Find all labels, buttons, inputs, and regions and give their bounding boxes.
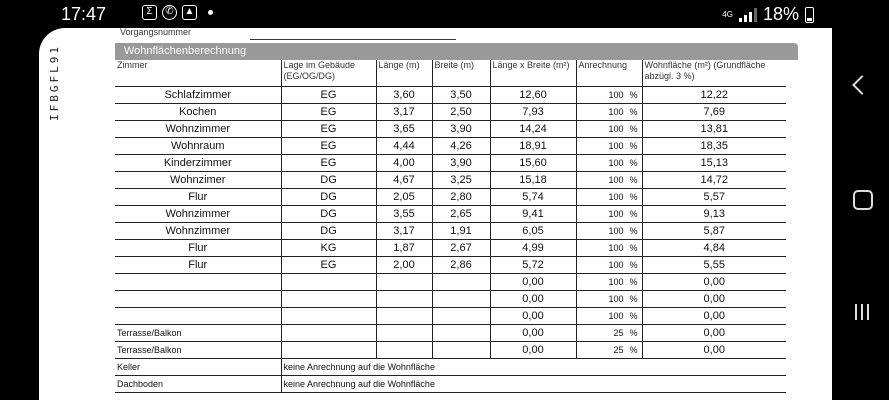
- cell-anrechnung: [576, 189, 642, 206]
- percent-sign: %: [629, 276, 638, 287]
- cell-laenge: [376, 291, 432, 308]
- cell-laenge: 4,00: [376, 155, 432, 172]
- cell-laenge: [376, 274, 432, 291]
- cell-wohnflaeche: 15,13: [642, 155, 786, 172]
- cell-breite: 4,26: [432, 138, 490, 155]
- cell-breite: 2,50: [432, 104, 490, 121]
- anrechnung-value: [579, 139, 640, 154]
- cell-anrechnung: [576, 342, 642, 359]
- table-row: [115, 223, 786, 240]
- cell-breite: [432, 325, 490, 342]
- cell-laenge: 3,60: [376, 87, 432, 104]
- cell-wohnflaeche: 0,00: [642, 308, 786, 325]
- cell-lage: DG: [281, 189, 376, 206]
- anrechnung-percent: 100: [608, 140, 624, 151]
- cell-anrechnung: [576, 87, 642, 104]
- cell-flaeche: 5,72: [490, 257, 576, 274]
- anrechnung-value: [579, 326, 640, 341]
- cell-flaeche: 14,24: [490, 121, 576, 138]
- percent-sign: %: [629, 106, 638, 117]
- cell-laenge: 4,67: [376, 172, 432, 189]
- cell-zimmer: Wohnzimmer: [115, 223, 281, 240]
- network-type: 4G: [722, 9, 733, 19]
- cell-zimmer: Wohnzimer: [115, 172, 281, 189]
- cell-flaeche: 0,00: [490, 342, 576, 359]
- side-code: IFBGFL91: [48, 44, 61, 121]
- status-time: 17:47: [61, 4, 107, 24]
- cell-zimmer: Schlafzimmer: [115, 87, 281, 104]
- cell-breite: 3,90: [432, 155, 490, 172]
- cell-laenge: 1,87: [376, 240, 432, 257]
- anrechnung-percent: 100: [608, 208, 624, 219]
- more-notifications-dot: [208, 10, 213, 15]
- table-row: [115, 104, 786, 121]
- cell-anrechnung: [576, 155, 642, 172]
- table-row: [115, 240, 786, 257]
- cell-wohnflaeche: 5,87: [642, 223, 786, 240]
- cell-flaeche: 15,18: [490, 172, 576, 189]
- cell-anrechnung: [576, 223, 642, 240]
- table-row: [115, 87, 786, 104]
- cell-laenge: 3,55: [376, 206, 432, 223]
- percent-sign: %: [629, 140, 638, 151]
- cell-lage: EG: [281, 104, 376, 121]
- cell-breite: [432, 291, 490, 308]
- table-row: [115, 257, 786, 274]
- percent-sign: %: [629, 344, 638, 355]
- cell-anrechnung: [576, 206, 642, 223]
- cell-laenge: 3,65: [376, 121, 432, 138]
- cell-breite: 1,91: [432, 223, 490, 240]
- cell-breite: 3,25: [432, 172, 490, 189]
- cell-breite: 2,86: [432, 257, 490, 274]
- cell-wohnflaeche: 0,00: [642, 325, 786, 342]
- cell-lage: EG: [281, 121, 376, 138]
- note-label: Dachboden: [115, 376, 281, 393]
- recent-apps-icon[interactable]: [855, 304, 869, 320]
- note-row: [115, 359, 786, 376]
- note-label: Keller: [115, 359, 281, 376]
- cell-wohnflaeche: 9,13: [642, 206, 786, 223]
- anrechnung-value: [579, 275, 640, 290]
- cell-breite: [432, 308, 490, 325]
- cell-zimmer: Wohnraum: [115, 138, 281, 155]
- cell-flaeche: 0,00: [490, 291, 576, 308]
- percent-sign: %: [629, 89, 638, 100]
- anrechnung-percent: 100: [608, 276, 624, 287]
- anrechnung-percent: 100: [608, 157, 624, 168]
- percent-sign: %: [629, 157, 638, 168]
- anrechnung-value: [579, 88, 640, 103]
- cell-flaeche: 7,93: [490, 104, 576, 121]
- cell-anrechnung: [576, 172, 642, 189]
- anrechnung-value: [579, 241, 640, 256]
- cell-wohnflaeche: 0,00: [642, 342, 786, 359]
- cell-anrechnung: [576, 121, 642, 138]
- cell-laenge: [376, 325, 432, 342]
- cell-zimmer: [115, 274, 281, 291]
- cell-laenge: [376, 308, 432, 325]
- cell-laenge: 2,05: [376, 189, 432, 206]
- anrechnung-percent: 100: [608, 310, 624, 321]
- anrechnung-value: [579, 207, 640, 222]
- cell-laenge: 3,17: [376, 104, 432, 121]
- anrechnung-percent: 100: [608, 191, 624, 202]
- table-row: [115, 291, 786, 308]
- status-right: [722, 4, 814, 25]
- table-row: [115, 121, 786, 138]
- col-zimmer: Zimmer: [115, 60, 281, 87]
- anrechnung-value: [579, 122, 640, 137]
- note-text: keine Anrechnung auf die Wohnfläche: [281, 359, 786, 376]
- cell-flaeche: 6,05: [490, 223, 576, 240]
- battery-icon: [805, 7, 814, 23]
- anrechnung-value: [579, 224, 640, 239]
- cell-zimmer: Flur: [115, 240, 281, 257]
- anrechnung-value: [579, 105, 640, 120]
- cell-breite: 2,80: [432, 189, 490, 206]
- cell-flaeche: 0,00: [490, 274, 576, 291]
- cell-wohnflaeche: 12,22: [642, 87, 786, 104]
- percent-sign: %: [629, 242, 638, 253]
- anrechnung-percent: 100: [608, 259, 624, 270]
- cell-lage: [281, 342, 376, 359]
- cell-flaeche: 5,74: [490, 189, 576, 206]
- cell-breite: [432, 274, 490, 291]
- table-row: [115, 138, 786, 155]
- cell-lage: EG: [281, 87, 376, 104]
- cell-zimmer: Terrasse/Balkon: [115, 342, 281, 359]
- cell-flaeche: 4,99: [490, 240, 576, 257]
- cell-zimmer: Wohnzimmer: [115, 121, 281, 138]
- table-row: [115, 308, 786, 325]
- anrechnung-value: [579, 190, 640, 205]
- left-edge: [0, 28, 39, 400]
- anrechnung-percent: 100: [608, 293, 624, 304]
- cell-lage: [281, 274, 376, 291]
- cell-lage: EG: [281, 257, 376, 274]
- cell-anrechnung: [576, 325, 642, 342]
- cell-laenge: 3,17: [376, 223, 432, 240]
- col-breite: Breite (m): [432, 60, 490, 87]
- table-row: [115, 274, 786, 291]
- percent-sign: %: [629, 174, 638, 185]
- cell-lage: EG: [281, 155, 376, 172]
- cell-zimmer: Kinderzimmer: [115, 155, 281, 172]
- note-text: keine Anrechnung auf die Wohnfläche: [281, 376, 786, 393]
- cell-lage: DG: [281, 206, 376, 223]
- percent-sign: %: [629, 310, 638, 321]
- percent-sign: %: [629, 259, 638, 270]
- cell-wohnflaeche: 14,72: [642, 172, 786, 189]
- cell-wohnflaeche: 0,00: [642, 291, 786, 308]
- cell-lage: DG: [281, 223, 376, 240]
- cell-anrechnung: [576, 308, 642, 325]
- table-row: [115, 155, 786, 172]
- battery-percent: 18%: [762, 4, 799, 24]
- percent-sign: %: [629, 123, 638, 134]
- cell-zimmer: [115, 308, 281, 325]
- cell-wohnflaeche: 7,69: [642, 104, 786, 121]
- image-icon: ▲: [182, 5, 197, 20]
- cell-anrechnung: [576, 291, 642, 308]
- anrechnung-value: [579, 173, 640, 188]
- anrechnung-percent: 100: [608, 123, 624, 134]
- cell-breite: 2,65: [432, 206, 490, 223]
- cell-breite: [432, 342, 490, 359]
- table-row: [115, 206, 786, 223]
- table-header: [115, 60, 786, 87]
- cell-lage: EG: [281, 138, 376, 155]
- wohnflaechen-table: [115, 60, 786, 393]
- cell-flaeche: 0,00: [490, 325, 576, 342]
- cell-anrechnung: [576, 138, 642, 155]
- cell-zimmer: Kochen: [115, 104, 281, 121]
- cell-zimmer: Flur: [115, 189, 281, 206]
- anrechnung-percent: 100: [608, 174, 624, 185]
- cell-zimmer: Flur: [115, 257, 281, 274]
- cell-wohnflaeche: 13,81: [642, 121, 786, 138]
- anrechnung-value: [579, 309, 640, 324]
- anrechnung-percent: 25: [613, 344, 624, 355]
- cell-laenge: 4,44: [376, 138, 432, 155]
- notification-icons: [142, 5, 213, 20]
- section-title: Wohnflächenberechnung: [115, 43, 798, 60]
- col-lage: Lage im Gebäude (EG/OG/DG): [281, 60, 376, 87]
- anrechnung-percent: 25: [613, 327, 624, 338]
- cell-anrechnung: [576, 274, 642, 291]
- cell-zimmer: Terrasse/Balkon: [115, 325, 281, 342]
- anrechnung-percent: 100: [608, 89, 624, 100]
- whatsapp-icon: ✆: [162, 5, 177, 20]
- cell-anrechnung: [576, 257, 642, 274]
- cell-wohnflaeche: 5,55: [642, 257, 786, 274]
- cell-lage: [281, 308, 376, 325]
- cell-zimmer: Wohnzimmer: [115, 206, 281, 223]
- cell-wohnflaeche: 4,84: [642, 240, 786, 257]
- cell-lage: DG: [281, 172, 376, 189]
- anrechnung-value: [579, 156, 640, 171]
- cell-lage: KG: [281, 240, 376, 257]
- col-wohnflaeche: Wohnfläche (m²) (Grundfläche abzügl. 3 %): [642, 60, 786, 87]
- anrechnung-percent: 100: [608, 106, 624, 117]
- signal-icon: [739, 8, 757, 22]
- col-flaeche: Länge x Breite (m²): [490, 60, 576, 87]
- cell-flaeche: 15,60: [490, 155, 576, 172]
- percent-sign: %: [629, 208, 638, 219]
- cell-breite: 3,90: [432, 121, 490, 138]
- vorgangsnummer-line: [250, 39, 456, 40]
- col-anrechnung: Anrechnung: [576, 60, 642, 87]
- cell-wohnflaeche: 18,35: [642, 138, 786, 155]
- table-row: [115, 325, 786, 342]
- cell-anrechnung: [576, 240, 642, 257]
- cell-lage: [281, 325, 376, 342]
- cell-laenge: [376, 342, 432, 359]
- table-row: [115, 189, 786, 206]
- sigma-icon: Σ: [142, 5, 157, 20]
- vorgangsnummer-label: Vorgangsnummer: [120, 27, 192, 37]
- status-bar: [42, 0, 822, 28]
- cell-breite: 3,50: [432, 87, 490, 104]
- percent-sign: %: [629, 191, 638, 202]
- cell-flaeche: 9,41: [490, 206, 576, 223]
- cell-flaeche: 0,00: [490, 308, 576, 325]
- anrechnung-value: [579, 343, 640, 358]
- cell-flaeche: 12,60: [490, 87, 576, 104]
- cell-anrechnung: [576, 104, 642, 121]
- cell-zimmer: [115, 291, 281, 308]
- home-icon[interactable]: [853, 190, 873, 210]
- anrechnung-percent: 100: [608, 225, 624, 236]
- cell-laenge: 2,00: [376, 257, 432, 274]
- cell-wohnflaeche: 0,00: [642, 274, 786, 291]
- percent-sign: %: [629, 293, 638, 304]
- percent-sign: %: [629, 327, 638, 338]
- cell-wohnflaeche: 5,57: [642, 189, 786, 206]
- anrechnung-value: [579, 258, 640, 273]
- cell-flaeche: 18,91: [490, 138, 576, 155]
- table-row: [115, 342, 786, 359]
- anrechnung-percent: 100: [608, 242, 624, 253]
- cell-lage: [281, 291, 376, 308]
- percent-sign: %: [629, 225, 638, 236]
- cell-breite: 2,67: [432, 240, 490, 257]
- anrechnung-value: [579, 292, 640, 307]
- col-laenge: Länge (m): [376, 60, 432, 87]
- note-row: [115, 376, 786, 393]
- table-row: [115, 172, 786, 189]
